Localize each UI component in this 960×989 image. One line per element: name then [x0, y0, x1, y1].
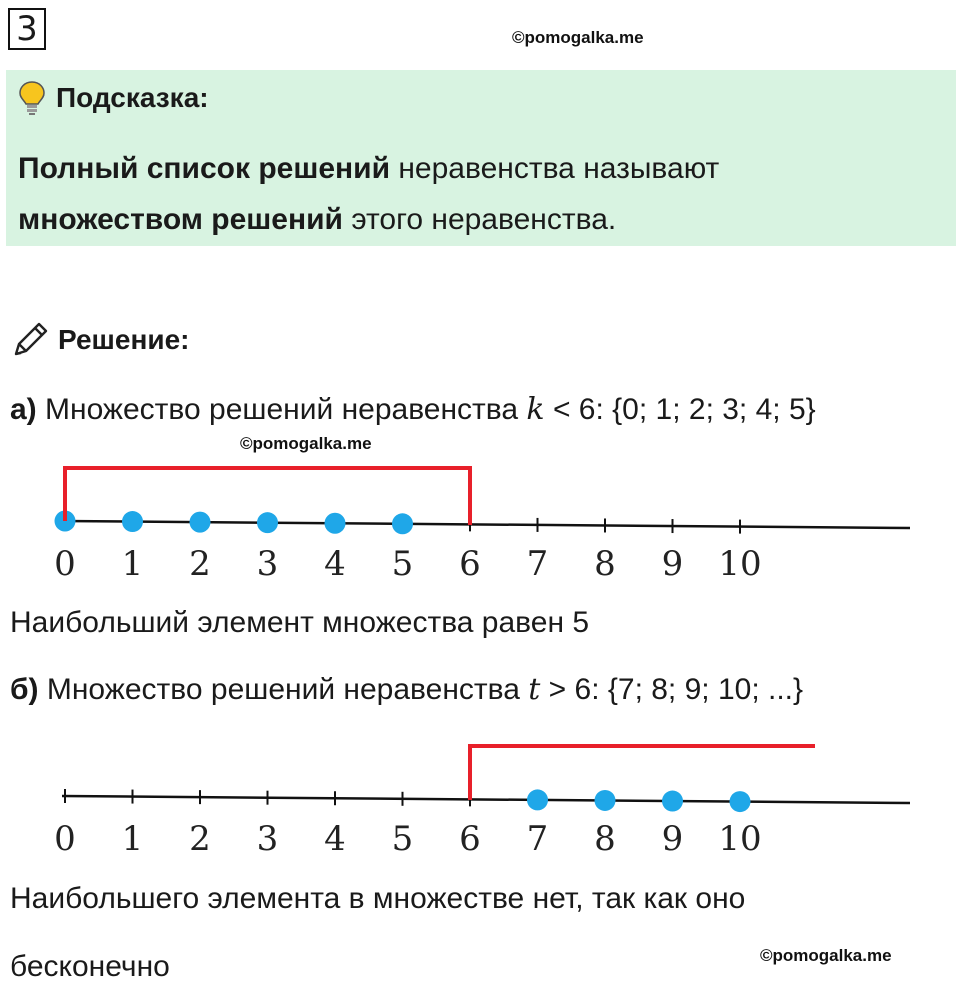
part-a-text: Множество решений неравенства [36, 393, 527, 426]
tick-label: 5 [391, 819, 414, 859]
part-b-text: Множество решений неравенства [38, 673, 529, 706]
solution-point [257, 512, 278, 533]
hint-title [18, 80, 209, 116]
tick-label: 8 [594, 544, 616, 584]
hint-text-2: этого неравенства. [343, 203, 617, 236]
tick-label: 10 [718, 819, 762, 859]
tick-label: 4 [324, 544, 346, 584]
solution-title-text: Решение: [58, 324, 190, 355]
solution-point [190, 512, 211, 533]
solution-bracket [470, 746, 815, 800]
hint-bold-1: Полный список решений [18, 152, 391, 185]
tick-label: 3 [256, 544, 279, 584]
tick-label: 9 [661, 819, 684, 859]
pencil-icon [10, 320, 50, 360]
variable-k: k [526, 392, 545, 427]
hint-text-1: неравенства называют [390, 152, 720, 185]
part-b-conclusion-2: бесконечно [10, 950, 170, 983]
tick-label: 2 [189, 819, 211, 859]
solution-point [325, 513, 346, 534]
solution-point [730, 791, 751, 812]
tick-label: 2 [189, 544, 211, 584]
tick-label: 6 [459, 544, 481, 584]
part-a-conclusion: Наибольший элемент множества равен 5 [10, 606, 590, 639]
solution-point [662, 791, 683, 812]
lightbulb-icon [18, 80, 46, 116]
task-number: 3 [8, 8, 46, 50]
part-a-statement [10, 392, 816, 427]
watermark-bottom: ©pomogalka.me [760, 946, 892, 965]
part-b-statement [10, 672, 803, 707]
solution-point [527, 789, 548, 810]
hint-line-2 [18, 196, 616, 244]
tick-label: 3 [256, 819, 279, 859]
solution-point [122, 511, 143, 532]
solution-point [392, 513, 413, 534]
tick-label: 1 [121, 819, 144, 859]
axis-line [62, 521, 910, 528]
hint-title-text: Подсказка: [56, 82, 209, 113]
part-b-set: > 6: {7; 8; 9; 10; ...} [540, 673, 804, 706]
axis-line [62, 796, 910, 803]
watermark-middle: ©pomogalka.me [240, 434, 372, 453]
tick-label: 10 [718, 544, 762, 584]
hint-bold-2: множеством решений [18, 203, 343, 236]
number-line-b [0, 730, 960, 870]
solution-point [595, 790, 616, 811]
tick-label: 0 [54, 544, 76, 584]
tick-label: 7 [526, 544, 549, 584]
hint-line-1 [18, 145, 719, 193]
tick-label: 1 [121, 544, 144, 584]
number-line-a [0, 455, 960, 595]
tick-label: 6 [459, 819, 481, 859]
tick-label: 8 [594, 819, 616, 859]
part-b-label: б) [10, 673, 39, 706]
tick-label: 5 [391, 544, 414, 584]
part-b-conclusion-1: Наибольшего элемента в множестве нет, так как оно [10, 882, 746, 915]
tick-label: 9 [661, 544, 684, 584]
part-a-label: а) [10, 393, 37, 426]
part-a-set: < 6: {0; 1; 2; 3; 4; 5} [544, 393, 816, 426]
tick-label: 0 [54, 819, 76, 859]
watermark-top: ©pomogalka.me [512, 28, 644, 47]
solution-title [10, 320, 189, 360]
variable-t: t [528, 672, 541, 707]
tick-label: 4 [324, 819, 346, 859]
tick-label: 7 [526, 819, 549, 859]
